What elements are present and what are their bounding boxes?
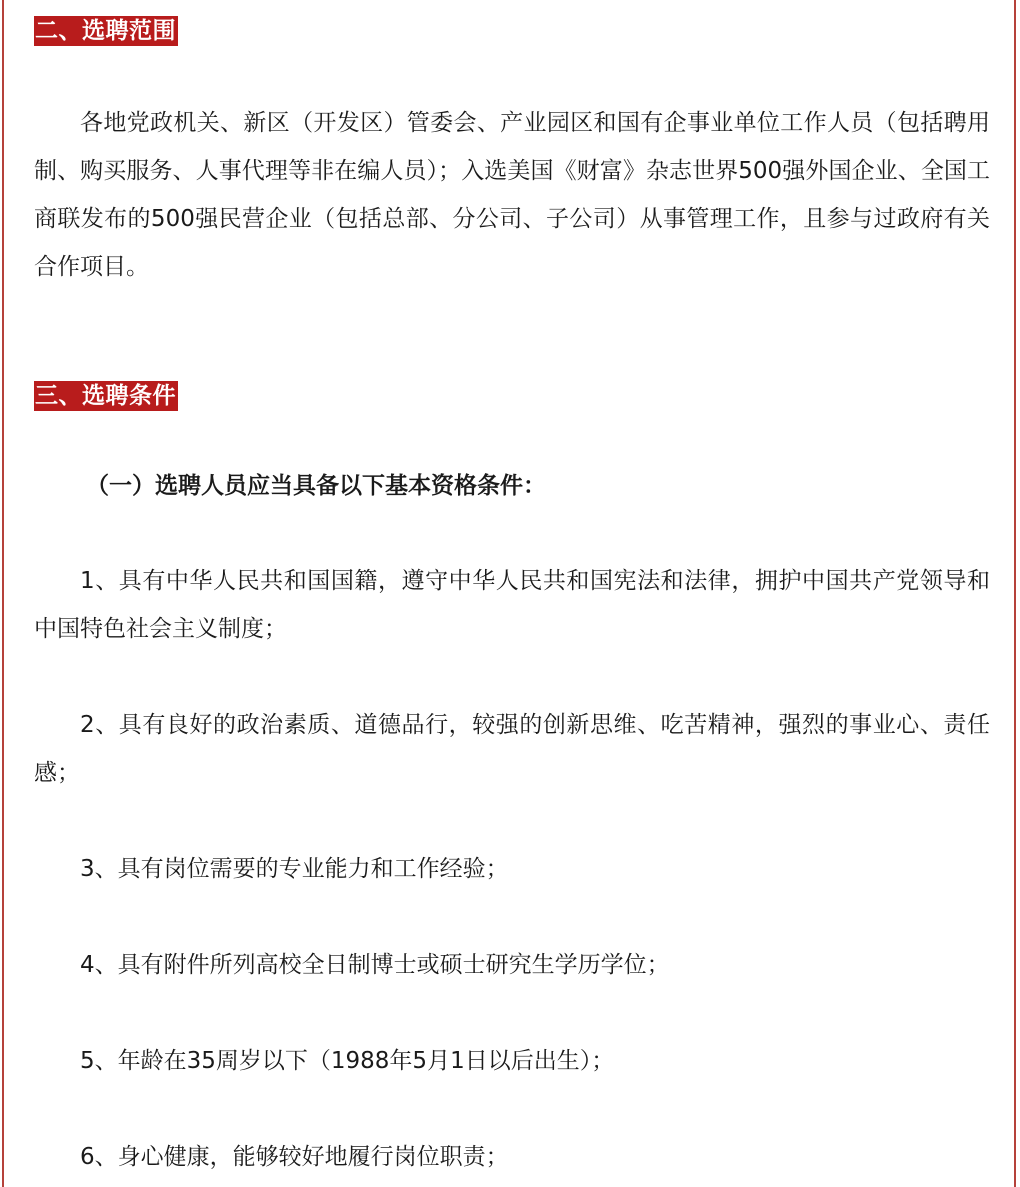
conditions-subheading: （一）选聘人员应当具备以下基本资格条件： bbox=[86, 473, 546, 499]
condition-item-2: 2、具有良好的政治素质、道德品行，较强的创新思维、吃苦精神，强烈的事业心、责任感； bbox=[34, 712, 990, 786]
condition-item-5: 5、年龄在35周岁以下（1988年5月1日以后出生）； bbox=[80, 1048, 615, 1074]
condition-item-3: 3、具有岗位需要的专业能力和工作经验； bbox=[80, 856, 509, 882]
section-heading-scope: 二、选聘范围 bbox=[35, 18, 176, 44]
condition-item-4: 4、具有附件所列高校全日制博士或硕士研究生学历学位； bbox=[80, 952, 670, 978]
condition-item-6: 6、身心健康，能够较好地履行岗位职责； bbox=[80, 1144, 509, 1170]
condition-item-1: 1、具有中华人民共和国国籍，遵守中华人民共和国宪法和法律，拥护中国共产党领导和中国特色社会主义制度； bbox=[34, 568, 990, 642]
scope-paragraph: 各地党政机关、新区（开发区）管委会、产业园区和国有企事业单位工作人员（包括聘用制、购买服务、人事代理等非在编人员）；入选美国《财富》杂志世界500强外国企业、全国工商联发布的500强民营企业（包括总部、分公司、子公司）从事管理工作，且参与过政府有关合作项目。 bbox=[34, 110, 990, 280]
section-heading-conditions: 三、选聘条件 bbox=[35, 383, 176, 409]
